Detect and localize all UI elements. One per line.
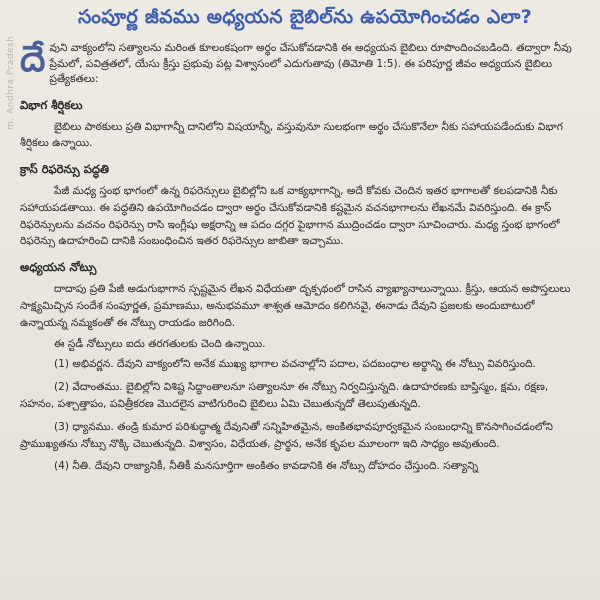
intro-text: వుని వాక్యంలోని సత్యాలను మరింత కూలంకషంగా అర్థం చేసుకోవడానికి ఈ అధ్యయన బైబిలు రూపొందించబడింది. తద్వారా నీవు ప్రేమలో, పవిత్రతలో, యేసు క్రీస్తు ప్రభువు పట్ల విశ్వాసంలో ఎదుగుతావు (తిమోతి 1:5). ఈ పరిపూర్ణ జీవం అధ్యయన బైబిలు ప్రత్యేకతలు: — [49, 42, 572, 85]
section-body-headings: బైబిలు పాఠకులు ప్రతి విభాగాన్నీ దానిలోని విషయాన్నీ, వస్తువునూ సులభంగా అర్థం చేసుకొనేలా నీకు సహాయపడేందుకు విభాగ శీర్షికలు ఉన్నాయి. — [20, 120, 563, 150]
study-note-item: (4) నీతి. దేవుని రాజ్యానికీ, నీతికీ మనసూర్తిగా అంకితం కావడానికి ఈ నోట్సు దోహదం చేస్తుంది. సత్యాన్ని — [54, 460, 479, 473]
section-heading-cross-reference: క్రాస్ రిఫరెన్సు పద్ధతి — [20, 162, 110, 177]
intro-paragraph — [20, 41, 580, 88]
study-note-item: (3) ధ్యానము. తండ్రి కుమార పరిశుద్ధాత్మ దేవునితో సన్నిహితమైన, అంకితభావపూర్వకమైన సంబంధాన్ని కొనసాగించడంలోని ప్రాముఖ్యతను నోట్సు నొక్కి చెబుతున్నది. విశ్వాసం, విధేయత, ప్రార్థన, అనేక కృపల మూలంగా ఇది సాధ్యం అవుతుంది. — [20, 420, 553, 450]
study-note-item: (1) అభివర్ణన. దేవుని వాక్యంలోని అనేక ముఖ్య భాగాల వచనాల్లోని పదాల, పదబంధాల అర్థాన్ని ఈ నోట్సు వివరిస్తుంది. — [54, 358, 536, 371]
study-notes-lead: ఈ స్టడీ నోట్సులు ఐదు తరగతులకు చెంది ఉన్నాయి. — [54, 337, 266, 350]
drop-cap: దే — [20, 39, 46, 80]
page-title: సంపూర్ణ జీవము అధ్యయన బైబిల్‌ను ఉపయోగించడం ఎలా? — [77, 6, 533, 28]
study-note-item: (2) వేదాంతము. బైబిల్లోని విశిష్ట సిద్ధాంతాలనూ సత్యాలనూ ఈ నోట్సు నిర్వచిస్తున్నది. ఉదాహరణకు బాప్తిస్మం, క్షమ, రక్షణ, సహనం, పశ్చాత్తాపం, పవిత్రీకరణ మొదలైన వాటిగురించి బైబిలు ఏమి చెబుతున్నదో తెలుపుతున్నది. — [20, 381, 549, 411]
watermark-text: m. Andhra Pradesh — [6, 35, 16, 130]
section-body-cross-reference: పేజీ మధ్య స్తంభ భాగంలో ఉన్న రిఫరెన్సులు బైబిల్లోని ఒక వాక్యభాగాన్ని, అదే కోవకు చెందిన ఇతర భాగాలతో కలపడానికి నీకు సహాయపడతాయి. ఈ పద్ధతిని ఉపయోగించడం ద్వారా అర్థం చేసుకోవడానికి కష్టమైన వచనభాగాలను లేఖనమే వివరిస్తుంది. ఈ క్రాస్ రిఫరెన్సులను వచనం రిఫరెన్సు రాసి ఇంగ్లీషు అక్షరాన్ని ఆ పదం దగ్గర పైభాగాన ముద్రించడం ద్వారా సూచించారు. మధ్య స్తంభ భాగంలో రిఫరెన్సు ఉదాహరించి దానికి సంబంధించిన ఇతర రిఫరెన్సుల జాబితా ఇచ్చాము. — [20, 185, 560, 248]
section-heading-study-notes: అధ్యయన నోట్సు — [20, 260, 97, 275]
section-heading-headings: విభాగ శీర్షికలు — [20, 97, 83, 112]
section-body-study-notes: దాదాపు ప్రతి పేజీ అడుగుభాగాన స్పష్టమైన లేఖన విధేయతా దృక్పథంలో రాసిన వ్యాఖ్యానాలున్నాయి. క్రీస్తు, ఆయన అపొస్తలులు సాక్ష్యమిచ్చిన సందేశ సంపూర్ణత, ప్రమాణము, అనుభవమూ శాశ్వత ఆమోదం కలిగినవై, ఈనాడు దేవుని ప్రజలకు అందుబాటులో ఉన్నాయన్న నమ్మకంతో ఈ నోట్సు రాయడం జరిగింది. — [20, 283, 571, 329]
